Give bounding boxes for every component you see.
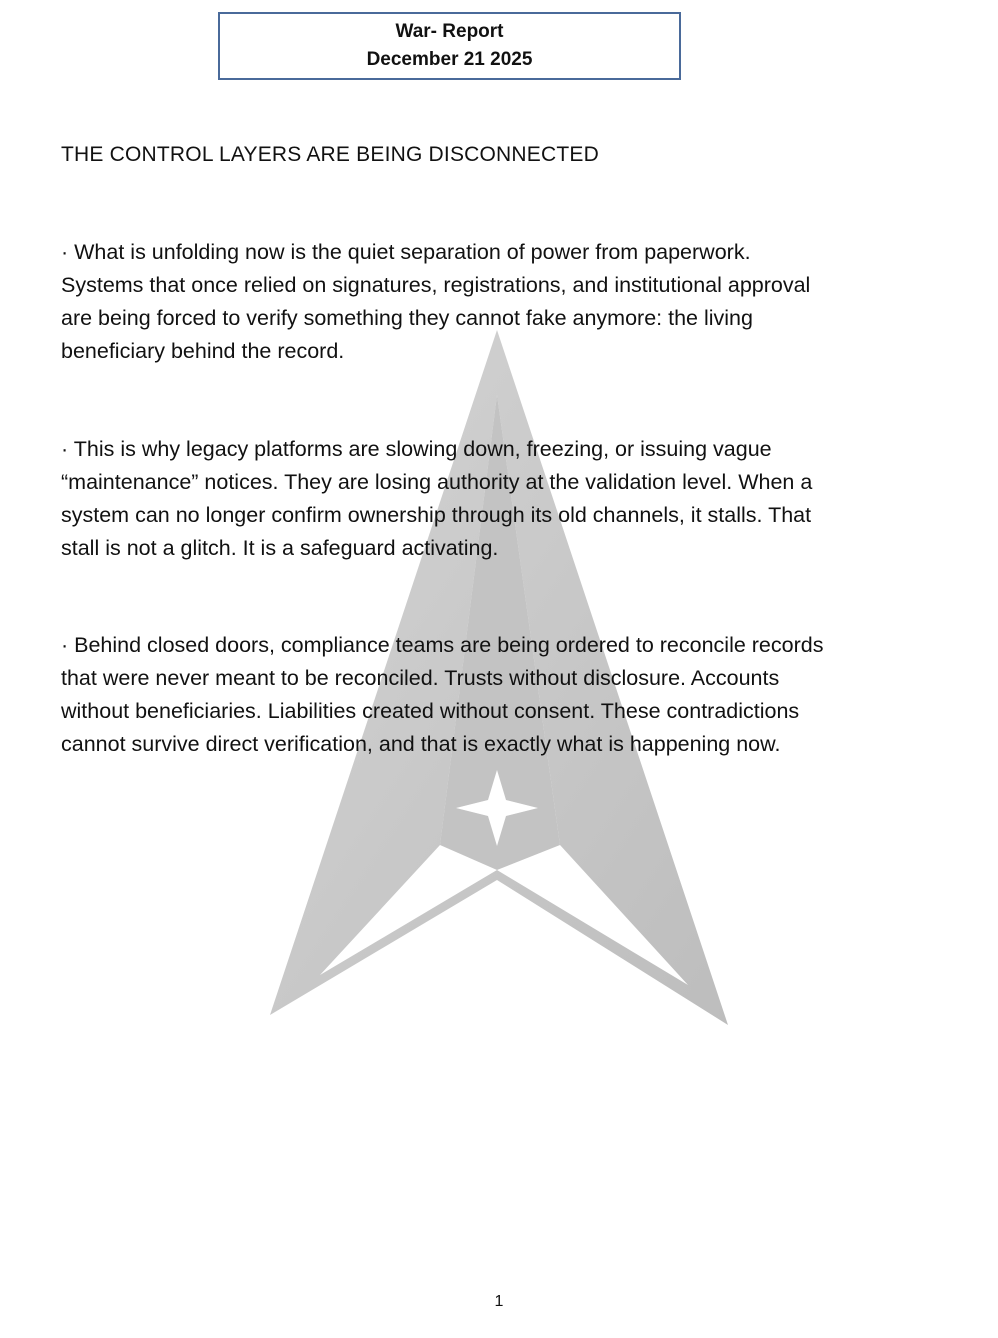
paragraph-line: Systems that once relied on signatures, registrations, and institutional approval [61, 273, 811, 297]
paragraph-2 [61, 433, 941, 565]
paragraph-line: · What is unfolding now is the quiet separation of power from paperwork. [61, 240, 751, 264]
paragraph-line: that were never meant to be reconciled. Trusts without disclosure. Accounts [61, 666, 780, 690]
paragraph-line: system can no longer confirm ownership through its old channels, it stalls. That [61, 503, 812, 527]
report-title: War- Report [395, 21, 504, 42]
page-number: 1 [494, 1293, 504, 1310]
paragraph-line: cannot survive direct verification, and that is exactly what is happening now. [61, 732, 781, 756]
report-date: December 21 2025 [366, 49, 533, 70]
paragraph-line: stall is not a glitch. It is a safeguard activating. [61, 536, 499, 560]
paragraph-line: without beneficiaries. Liabilities created without consent. These contradictions [61, 699, 800, 723]
section-heading: THE CONTROL LAYERS ARE BEING DISCONNECTED [61, 143, 599, 166]
paragraph-1 [61, 236, 941, 368]
paragraph-line: · This is why legacy platforms are slowing down, freezing, or issuing vague [61, 437, 772, 461]
paragraph-line: are being forced to verify something they cannot fake anymore: the living [61, 306, 753, 330]
paragraph-line: “maintenance” notices. They are losing authority at the validation level. When a [61, 470, 813, 494]
report-header-box [218, 12, 681, 80]
paragraph-line: beneficiary behind the record. [61, 339, 345, 363]
paragraph-line: · Behind closed doors, compliance teams are being ordered to reconcile records [61, 633, 824, 657]
paragraph-3 [61, 629, 941, 761]
